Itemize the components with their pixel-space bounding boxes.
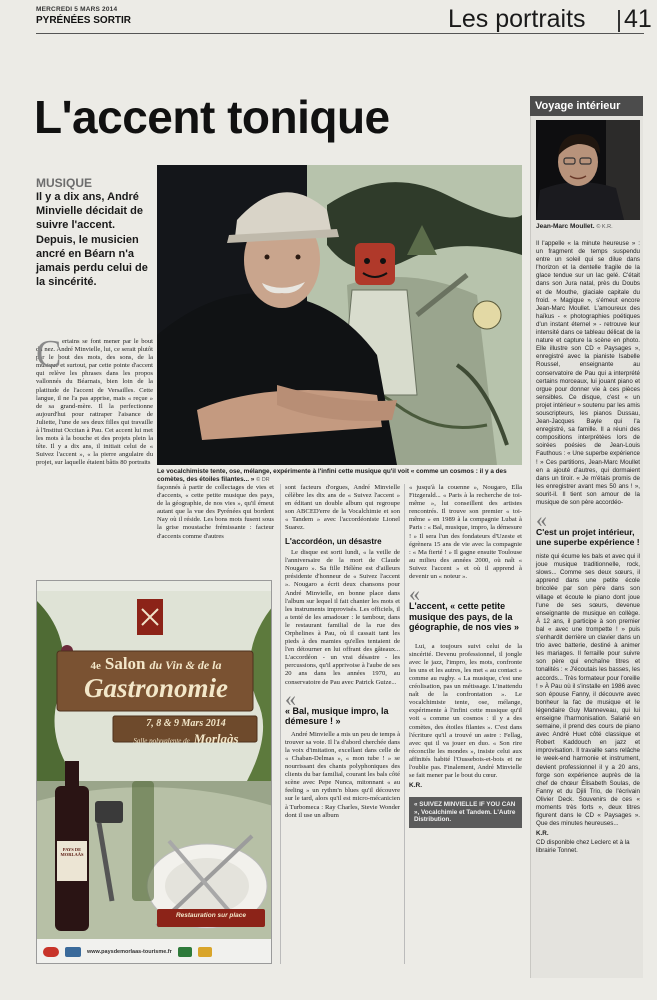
poster-restaurant: Restauration sur place (175, 912, 247, 919)
header-rubric: Les portraits (448, 5, 586, 33)
quote-mark-icon: « (409, 581, 420, 607)
body-text: Le disque est sorti lundi, « la veille de l'anniversaire de la mort de Claude Nougaro ». Sa fille Hélène est d'ailleurs présidente d'honneur de « Suivez l'accent ». Nougaro a écrit deux chansons pour André Minvielle, en bonne place dans l'album sur lequel il fait chanter les mots et les instruments improvisés. Les officiels, il a tenté de les amadouer : le tambour, dans le restaurant familial de la rue des Orphelines à Pau, où il cassait tant les pieds à des mamies qu'elles tentaient de l'en détourner en lui offrant des gâteaux... L'accordéon - un vrai désastre - les percussions, qu'il apprivoise à l'aube de ses 20 ans dans les années 1970, au conservatoire de Pau avec Patrick Guize... (285, 549, 400, 686)
body-text: façonnés à partir de collectages de vies et d'accents, « cette petite musique des pays, de la géographie, de nos vies », qu'il émeut autant que la vue des Pyrénées qui bordent Nay où il réside. Les bons mots fusent sous la grise moustache frémissante : facteur d'accents comme d'autres (157, 484, 274, 540)
pullquote-2 (409, 581, 522, 633)
sponsor-logo-icon (43, 947, 59, 957)
poster-title-block (65, 654, 247, 702)
bottle-label: PAYS DE MORLAÀS (60, 847, 84, 857)
portrait-caption-text: Jean-Marc Moullet. (536, 223, 595, 230)
body-text: « jusqu'à la couenne », Nougaro, Ella Fitzgerald... « Paris à la recherche de toi-même », lui conseillent des artistes rencontrés. Il trouve son premier « toi-même » en 1989 à la compagnie Lubat à Paris : « Bal, musique, impro, la démesure ! » Il sera l'un des fondateurs d'Uzeste et égrènera 15 ans de vie avec la compagnie : « Ma fierté ! » Il gagne ensuite Toulouse au milieu des années 2000, où naît « Suivez l'accent » et où il apprend à devenir un « noteur ». (409, 484, 522, 581)
header-separator (618, 10, 620, 32)
sidebar-footnote: CD disponible chez Leclerc et à la librairie Tonnet. (536, 839, 630, 855)
portrait-caption (536, 223, 640, 230)
poster-line1: Salon (104, 654, 146, 673)
poster-logos (43, 944, 267, 960)
photo-credit: © DR (256, 477, 270, 483)
sidebar-portrait (536, 120, 640, 220)
sidebar-signature: K.R. (536, 830, 549, 838)
photo-caption-text: Le vocalchimiste tente, ose, mélange, expérimente à l'infini cette musique qu'il voit « comme un cosmos : il y a des comètes, des étoiles filantes... » (157, 468, 507, 483)
portrait-credit: © K.R. (596, 224, 613, 230)
sponsor-logo-icon (198, 947, 212, 957)
lede: Il y a dix ans, André Minvielle décidait de suivre l'accent. Depuis, le musicien ancré en Béarn n'a jamais perdu celui de la sincérité. (36, 191, 148, 289)
portrait-illustration (536, 120, 640, 220)
body-column-4 (409, 484, 522, 828)
body-text: Lui, a toujours suivi celui de la sincérité. Devenu professionnel, il jongle avec le jazz, l'impro, les mots, confronte les uns et les autres, les met « au contact » comme au rugby. « La musique, c'est une créolisation, pas un métissage. L'inattendu naît de la confrontation ». Le vocalchimiste tente, ose, mélange, expérimente à l'infini cette musique qu'il voit « comme un cosmos : il y a des comètes, des étoiles filantes ». C'est dans l'écriture qu'il a trouvé un astre : Fellag, avec qui il va jouer en duo. « Son rire réconcilie les mondes », insiste celui aux affinités habité l'Oussebois-et-bois et ne l'oublie pas. Finalement, André Minvielle se fait mener par le bout du cœur. (409, 642, 522, 780)
body-text: ertains se font mener par le bout du nez. André Minvielle, lui, ce serait plutôt par le bout des mots, des sons, de la musique et surtout, par cette pointe d'accent qui relève les phrases dans les propos vallonnés du Béarnais, bien loin de la platitude de l'accent de Versailles. Cette langue, il ne l'a pas apprise, mais « reçue » de sa grand-mère. Il la perfectionne aujourd'hui pour rattraper l'aisance de Juliette, l'une de ses deux filles qui travaille à l'Institut Occitan à Pau. Cet accent lui met les mots à la bouche et des projets plein la tête. Il y a dix ans, il initiait celui de « Suivez l'accent », « la pierre angulaire du projet, sur laquelle étaient bâtis 80 portraits (36, 338, 153, 467)
pullquote-text: L'accent, « cette petite musique des pays, de la géographie, de nos vies » (409, 601, 520, 633)
poster-city: Morlaàs (193, 731, 239, 746)
header-rule (36, 33, 644, 34)
poster-line2: du Vin & de la (149, 658, 222, 672)
salon-poster-ad (36, 580, 272, 964)
poster-venue-text: Salle polyvalente de (133, 737, 190, 745)
sidebar-text: Il l'appelle « la minute heureuse » : un fragment de temps suspendu entre un soleil qui se dilue dans l'horizon et la dentelle fragile de la glace tendue sur un lac gelé. C'était dans son Jura natal, près du Doubs et de Mouthe, glaciale capitale du froid. « Magique », s'émeut encore Jean-Marc Moullet. L'amoureux des haïkus - « photographies poétiques d'un instant éternel » - retrouve leur intensité dans ce tableau délicat de la nature et capture la scène en photo. Elle illustre son CD « Paysages », enregistré avec la pianiste Isabelle Roussel, enseignante au conservatoire de Pau qui a interprété certains morceaux, lui jouant piano et orgue pour donner vie à ces pièces sensibles. Ce disque, c'est « un projet intérieur » soutenu par les amis souscripteurs, les pianos Dussau, Jean-Jacques Bayle qui l'a enregistré, sa famille. Il a réuni des compositions interprétées lors de soirées poésies de Jean-Louis Fauthous : « Une superbe expérience ! » Ces partitions, Jean-Marc Moullet en a ajouté d'autres, qui dormaient dans un tiroir. « Je m'étais promis de les enregistrer avant mes 50 ans ! », sourit-il. Il tient son amour de la musique de son père accordéo- (536, 240, 640, 506)
sidebar-pullquote (536, 507, 640, 548)
sponsor-logo-icon (178, 947, 192, 957)
column-divider (404, 484, 405, 964)
body-column-3 (285, 484, 400, 820)
sidebar-title: Voyage intérieur (530, 96, 643, 116)
body-column-1 (36, 333, 153, 468)
kicker: MUSIQUE (36, 176, 93, 190)
poster-illustration (37, 581, 272, 964)
signature: K.R. (409, 782, 422, 790)
sidebar-pullquote-text: C'est un projet intérieur, une superbe expérience ! (536, 527, 640, 548)
poster-dates: 7, 8 & 9 Mars 2014 (146, 718, 226, 729)
header-section: PYRÉNÉES SORTIR (36, 15, 132, 26)
sidebar-column (536, 240, 640, 855)
pullquote-text: « Bal, musique impro, la démesure ! » (285, 705, 389, 727)
poster-website: www.paysdemorlaas-tourisme.fr (87, 949, 172, 955)
body-text: sont facteurs d'orgues, André Minvielle célèbre les dix ans de « Suivez l'accent » en éditant un double album qui regroupe son ABCED'erre de la Vocalchimie et son « Tandem » avec l'accordéoniste Lionel Suarez. (285, 484, 400, 532)
poster-line3: Gastronomie (83, 673, 229, 703)
musician-photo-illustration (157, 165, 522, 465)
article-title: L'accent tonique (34, 91, 390, 143)
poster-edition: 4e (90, 660, 101, 672)
body-text: André Minvielle a mis un peu de temps à trouver sa voie. Il l'a d'abord cherchée dans la voix d'imitation, excellant dans celle de « Chaban-Delmas », « mon tube ! » se nourrissant des chants polyphoniques des clients du bar familial, courant les bals côté scène avec Pepe Nunca, mitonnant « au feeling » un rythm'n blues qu'il découvre sur le tard, alors qu'il est micro-mécanicien à Turbomeca : Ray Charles, Stevie Wonder dont il use un album (285, 730, 400, 819)
photo-caption (157, 468, 522, 484)
body-column-2 (157, 484, 274, 541)
page-number: 41 (624, 5, 652, 33)
poster-venue (117, 730, 255, 748)
header-date: MERCREDI 5 MARS 2014 (36, 6, 118, 13)
sidebar-text: niste qui écume les bals et avec qui il joue musique traditionnelle, rock, slows... Comme ses deux sœurs, il apprend dans une petite école bricolée par son père dans son village et écoute le piano dont joue l'une de ses sœurs, devenue enseignante de musique en collège. À 12 ans, il participe à son premier bal « avec une trompette ! » puis s'enhardit derrière un clavier dans un trio avec batterie, destiné à animer les mariages. Il ferraille pour suivre son père qui enchaîne titres et tonalités : « J'écoutais les basses, les accords... Très formateur pour l'oreille ! » À Pau où il s'installe en 1986 avec son épouse Fanny, il découvre avec bonheur la fac de musique et le légendaire Guy Manneveau, qui lui enseigne l'harmonisation. Salarié en semaine, il prend des cours de piano avec André Huet côté classique et Robert Kaddouch en jazz et improvisation. Il travaille sans relâche le week-end harmonie et instrument, devient professionnel il y a 20 ans, forge son expérience auprès de la chef de chœur Élisabeth Soulas, de Fanny et du Djili Trio, de l'écrivain Olivier Deck. Souvenirs de ces « moments très forts », deux titres figurent dans le CD « Paysages ». Que des minutes heureuses... (536, 553, 640, 828)
main-photo (157, 165, 522, 465)
quote-mark-icon: « (536, 507, 547, 533)
info-box: « SUIVEZ MINVIELLE IF YOU CAN », Vocalchimie et Tandem. L'Autre Distribution. (409, 797, 522, 828)
drop-cap: C (36, 333, 62, 375)
pullquote-1 (285, 685, 400, 727)
subhead: L'accordéon, un désastre (285, 536, 382, 546)
sponsor-logo-icon (65, 947, 81, 957)
quote-mark-icon: « (285, 685, 296, 711)
column-divider (280, 484, 281, 964)
